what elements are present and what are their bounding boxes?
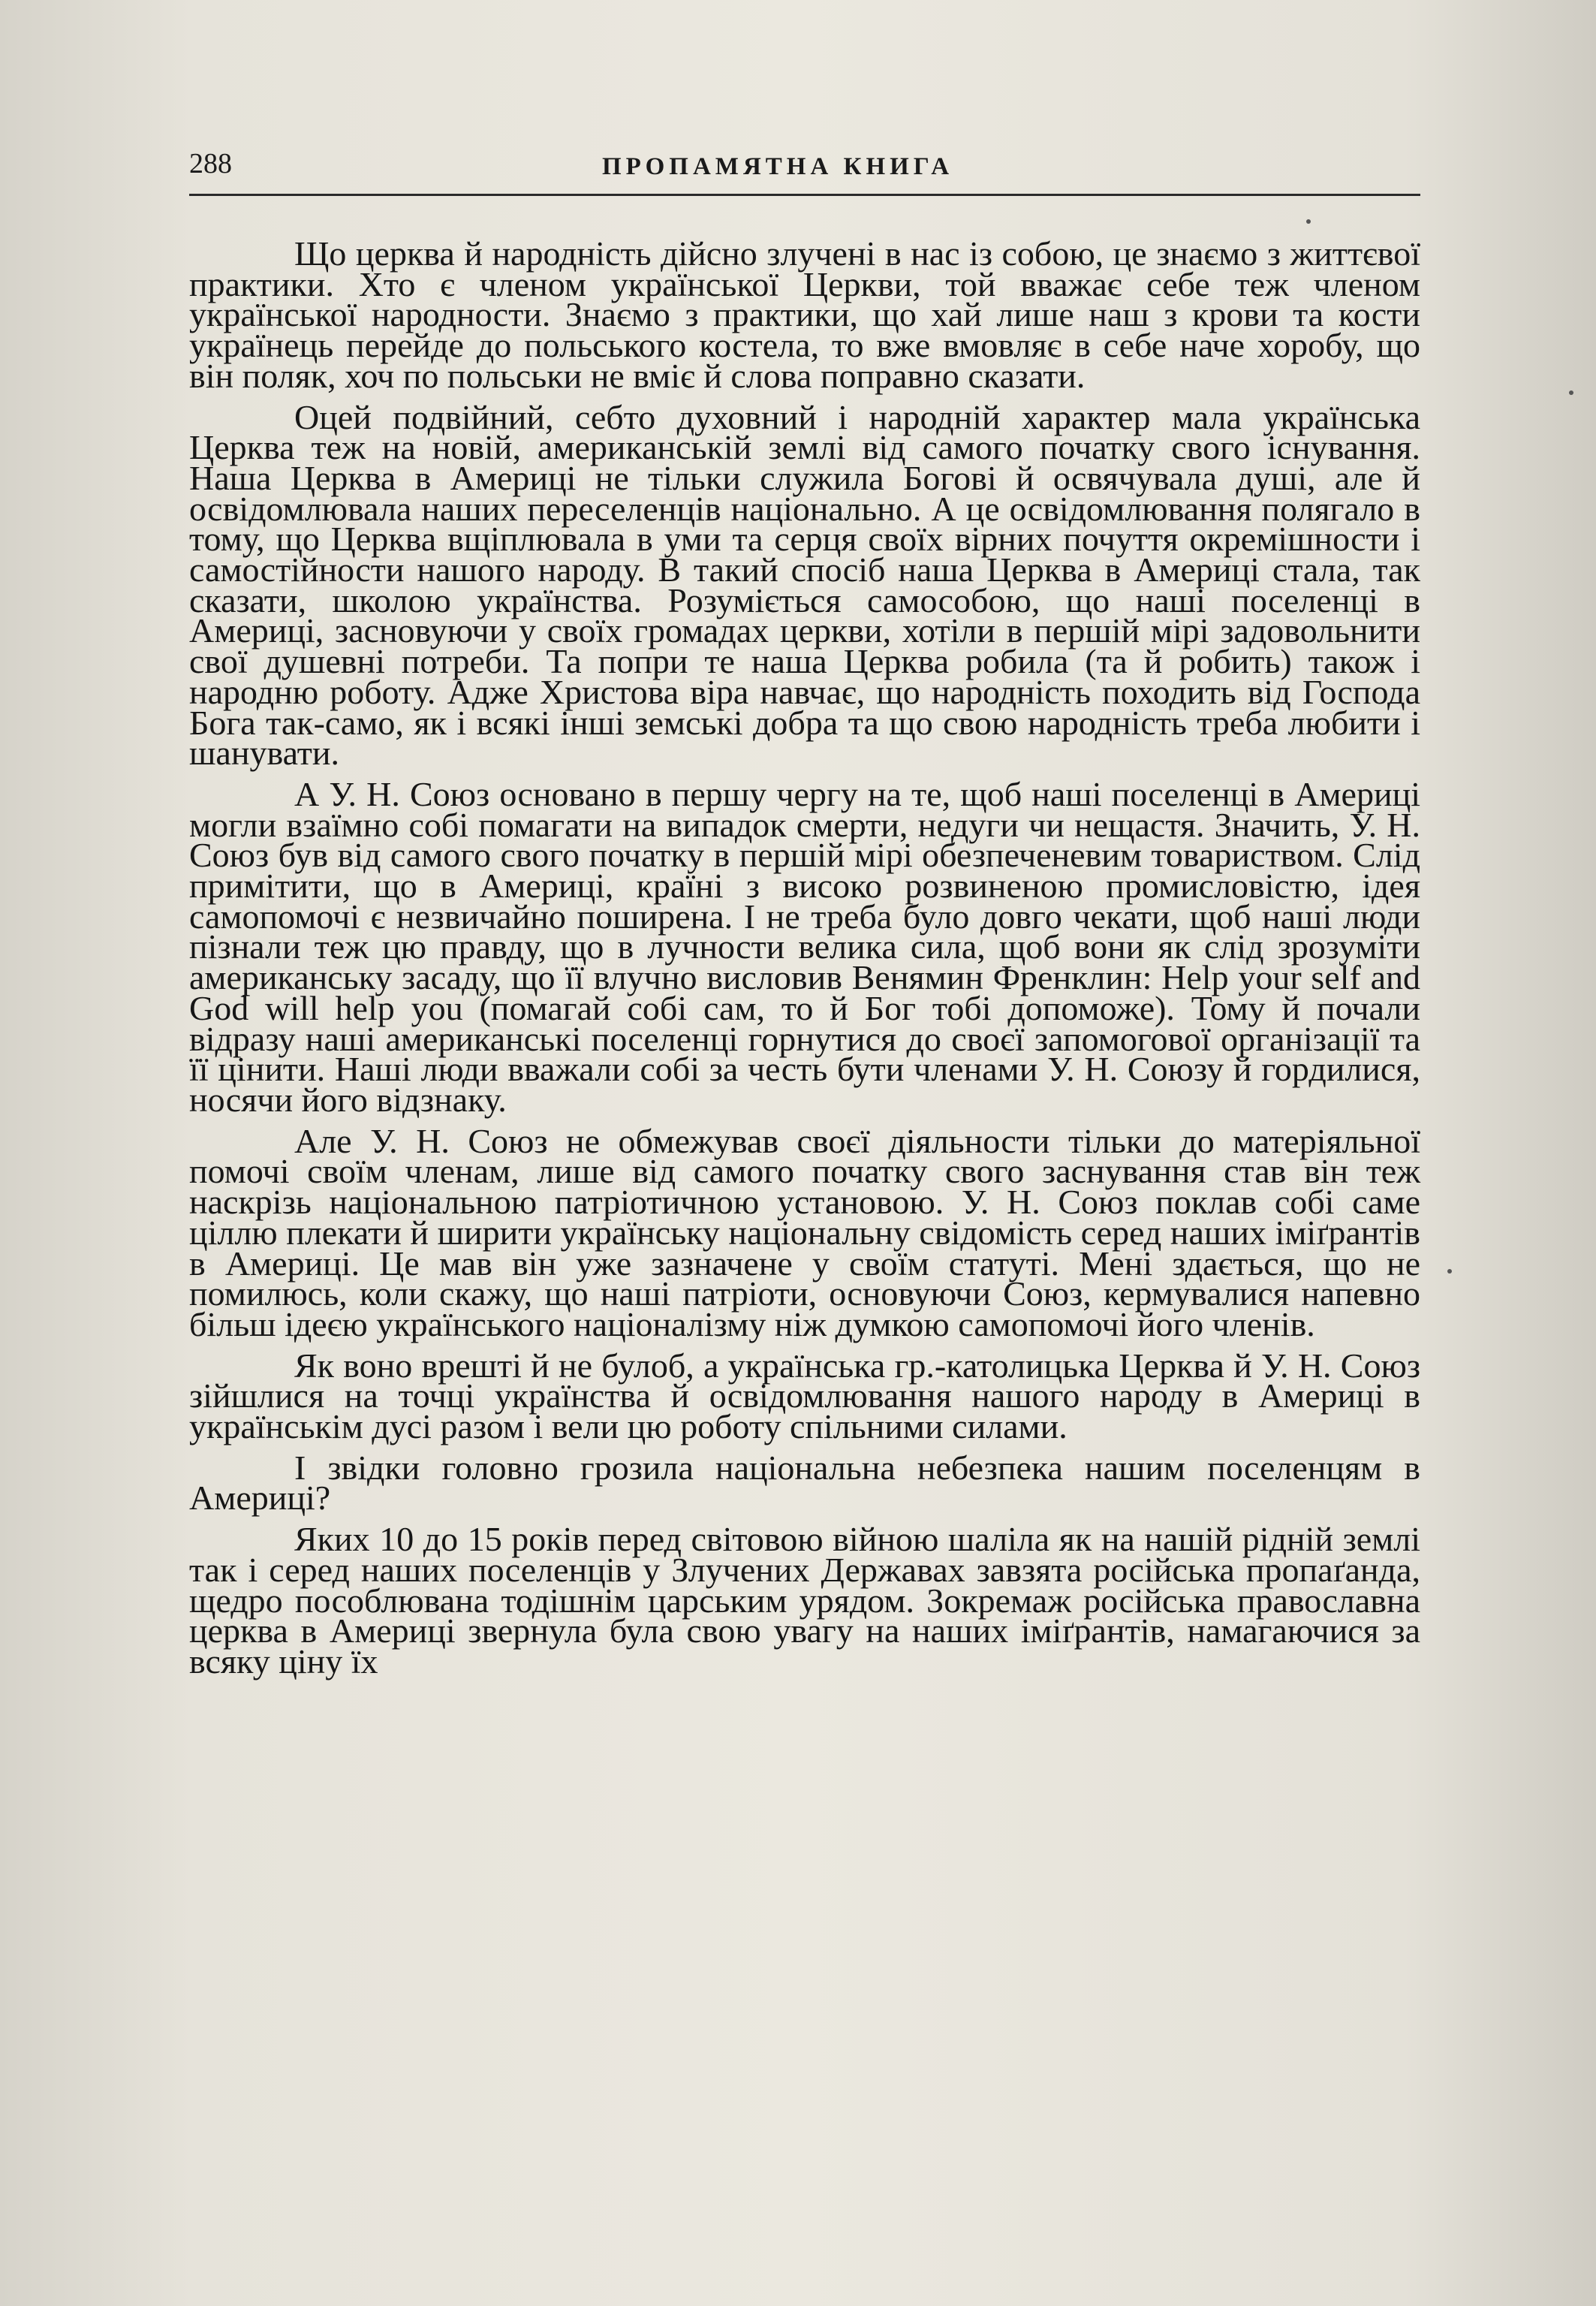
paragraph: Оцей подвійний, себто духовний і народній характер мала українська Церква теж на новій, американській землі від самого початку свого існування. Наша Церква в Америці не тільки служила Богові й освячувала душі, але й освідомлювала наших переселенців національно. А це освідомлювання полягало в тому, що Церква вщіплювала в уми та серця своїх вірних почуття окремішности і самостійности нашого народу. В такий спосіб наша Церква в Америці стала, так сказати, школою українства. Розуміється самособою, що наші поселенці в Америці, засновуючи у своїх громадах церкви, хотіли в першій мірі задовольнити свої душевні потреби. Та попри те наша Церква робила (та й робить) також і народню роботу. Адже Христова віра навчає, що народність походить від Господа Бога так-само, як і всякі інші земські добра та що свою народність треба любити і шанувати. — [189, 397, 1420, 773]
paragraph: І звідки головно грозила національна небезпека нашим поселенцям в Америці? — [189, 1448, 1420, 1518]
paragraph: Але У. Н. Союз не обмежував своєї діяльности тільки до матеріяльної помочі своїм членам, лише від самого початку свого заснування став він теж наскрізь національною патріотичною установою. У. Н. Союз поклав собі саме ціллю плекати й ширити українську національну свідомість серед наших іміґрантів в Америці. Це мав він уже зазначене у своїм статуті. Мені здається, що не помилюсь, коли скажу, що наші патріоти, основуючи Союз, кермувалися напевно більш ідеєю українського націоналізму ніж думкою самопомочі його членів. — [189, 1121, 1420, 1343]
scan-speck — [1447, 1269, 1452, 1274]
running-title: ПРОПАМЯТНА КНИГА — [602, 153, 954, 180]
scan-speck — [1569, 390, 1573, 395]
header-rule — [189, 194, 1420, 196]
page-header — [189, 147, 1420, 195]
paragraph: А У. Н. Союз основано в першу чергу на те, щоб наші поселенці в Америці могли взаїмно собі помагати на випадок смерти, недуги чи нещастя. Значить, У. Н. Союз був від самого свого початку в першій мірі обезпеченевим товариством. Слід примітити, що в Америці, країні з високо розвиненою промисловістю, ідея самопомочі є незвичайно поширена. І не треба було довго чекати, щоб наші люди пізнали теж цю правду, що в лучности велика сила, щоб вони як слід зрозуміти американську засаду, що її влучно висловив Венямин Френклин: Help your self and God will help you (помагай собі сам, то й Бог тобі допоможе). Тому й почали відразу наші американські поселенці горнутися до своєї запомогової організації та її цінити. Наші люди вважали собі за честь бути членами У. Н. Союзу й гордилися, носячи його відзнаку. — [189, 774, 1420, 1119]
paragraph: Яких 10 до 15 років перед світовою війною шаліла як на нашій рідній землі так і серед наших поселенців у Злучених Державах завзята російська пропаґанда, щедро пособлювана тодішнім царським урядом. Зокремаж російська православна церква в Америці звернула була свою увагу на наших іміґрантів, намагаючися за всяку ціну їх — [189, 1520, 1420, 1681]
page-number: 288 — [189, 148, 232, 179]
paragraph: Як воно врешті й не булоб, а українська гр.-католицька Церква й У. Н. Союз зійшлися на точці українства й освідомлювання нашого народу в Америці в українськім дусі разом і вели цю роботу спільними силами. — [189, 1346, 1420, 1446]
paragraph: Що церква й народність дійсно злучені в нас із собою, це знаємо з життєвої практики. Хто є членом української Церкви, той вважає себе теж членом української народности. Знаємо з практики, що хай лише наш з крови та кости українець перейде до польського костела, то вже вмовляє в себе наче хоробу, що він поляк, хоч по польськи не вміє й слова поправно сказати. — [189, 234, 1420, 395]
scan-speck — [1306, 219, 1311, 224]
body-text — [189, 234, 1420, 1688]
